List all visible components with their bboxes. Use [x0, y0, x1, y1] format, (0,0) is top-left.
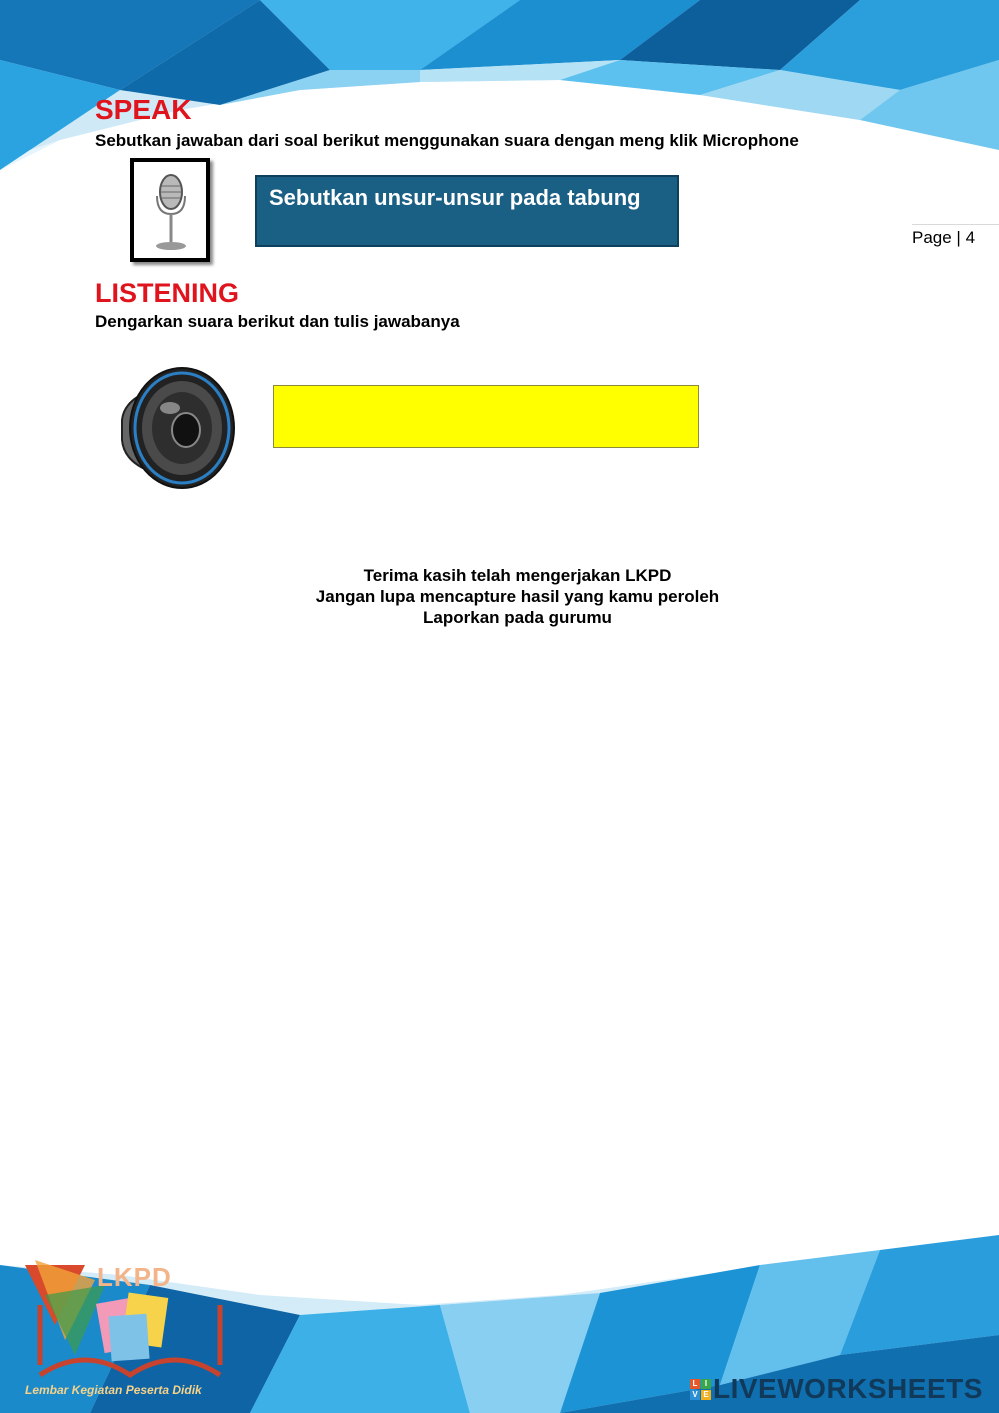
- speak-instruction: Sebutkan jawaban dari soal berikut menggunakan suara dengan meng klik Microphone: [95, 131, 799, 150]
- closing-line-3: Laporkan pada gurumu: [423, 608, 612, 627]
- speaker-icon[interactable]: [112, 360, 237, 492]
- liveworksheets-logo-icon: L I V E: [690, 1379, 711, 1400]
- closing-line-1: Terima kasih telah mengerjakan LKPD: [363, 566, 672, 585]
- speak-heading: SPEAK: [95, 94, 192, 125]
- listening-instruction: Dengarkan suara berikut dan tulis jawabanya: [95, 312, 460, 331]
- lkpd-logo-title: LKPD: [97, 1262, 172, 1292]
- microphone-button[interactable]: [130, 158, 210, 262]
- liveworksheets-brand: [690, 1372, 983, 1406]
- speak-question-box: Sebutkan unsur-unsur pada tabung: [255, 175, 679, 247]
- page-number: Page | 4: [912, 224, 999, 248]
- listening-heading: LISTENING: [95, 278, 240, 308]
- microphone-icon: [134, 162, 206, 258]
- listening-answer-field[interactable]: [273, 385, 699, 448]
- liveworksheets-text: LIVEWORKSHEETS: [713, 1373, 983, 1404]
- closing-line-2: Jangan lupa mencapture hasil yang kamu peroleh: [315, 587, 720, 606]
- lkpd-logo-subtitle: Lembar Kegiatan Peserta Didik: [25, 1383, 202, 1397]
- closing-message: [250, 565, 785, 628]
